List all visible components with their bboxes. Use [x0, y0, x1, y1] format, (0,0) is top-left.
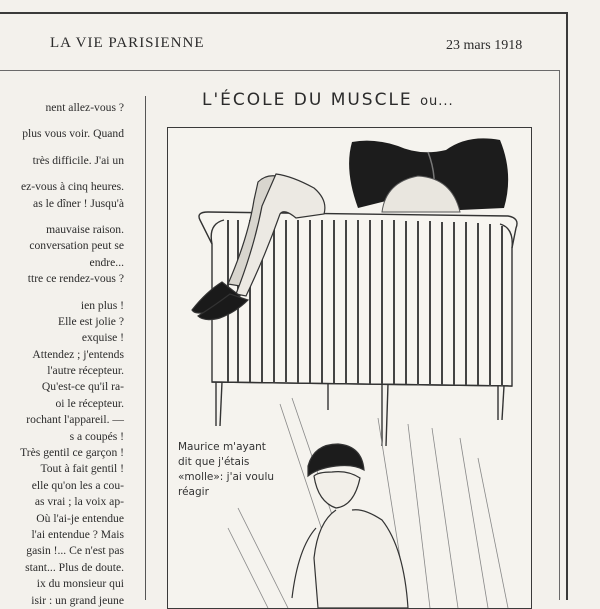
column-text-line: ttre ce rendez-vous ?	[27, 272, 124, 286]
column-text-line: mauvaise raison.	[46, 222, 124, 236]
header-rule	[0, 70, 560, 71]
column-text-line	[0, 288, 124, 298]
column-text-line	[0, 212, 124, 222]
column-text-line: isir : un grand jeune	[31, 593, 124, 607]
inner-right-border	[559, 70, 560, 600]
caption-line: «molle»: j'ai voulu	[178, 471, 275, 483]
column-text-line: stant... Plus de doute.	[25, 560, 124, 574]
masthead: LA VIE PARISIENNE	[50, 35, 205, 51]
column-text-line: exquise !	[81, 331, 124, 345]
column-text-line: endre...	[89, 255, 124, 269]
column-text-line: Très gentil ce garçon !	[20, 446, 124, 460]
column-text-line: plus vous voir. Quand	[22, 127, 124, 141]
column-text-line: as vrai ; la voix ap-	[34, 495, 124, 509]
illustration	[167, 127, 532, 609]
column-text-line: ez-vous à cinq heures.	[20, 180, 124, 194]
caption-line: réagir	[178, 486, 209, 498]
column-text-line: rochant l'appareil. —	[26, 413, 124, 427]
column-text-line: nent allez-vous ?	[45, 101, 124, 114]
column-text-line: gasin !... Ce n'est pas	[26, 544, 124, 558]
illustration-caption	[178, 440, 288, 500]
article-title-suffix: ou...	[420, 94, 454, 109]
issue-date: 23 mars 1918	[446, 38, 523, 53]
article-title	[202, 90, 454, 110]
column-text-line: Attendez ; j'entends	[32, 347, 124, 361]
column-text-line	[0, 143, 124, 153]
column-text-line: l'autre récepteur.	[47, 364, 124, 378]
column-text-line	[0, 169, 124, 179]
column-text-line: ien plus !	[80, 298, 124, 312]
top-border	[0, 12, 566, 14]
column-text-line: l'ai entendue ? Mais	[31, 527, 124, 541]
caption-line: Maurice m'ayant	[178, 441, 266, 453]
column-divider	[145, 96, 146, 600]
woman-figure	[292, 444, 408, 608]
column-text-line: oi le récepteur.	[55, 396, 124, 410]
column-text-line: s a coupés !	[69, 429, 124, 443]
column-text-line: Tout à fait gentil !	[40, 462, 124, 476]
left-column-text	[0, 100, 124, 609]
column-text-line	[0, 116, 124, 126]
column-text-line: très difficile. J'ai un	[32, 153, 124, 167]
column-text-line: Qu'est-ce qu'il ra-	[41, 380, 124, 394]
article-title-main: L'ÉCOLE DU MUSCLE	[202, 90, 413, 110]
illustration-drawing	[168, 128, 531, 608]
column-text-line: conversation peut se	[29, 239, 124, 253]
column-text-line: ix du monsieur qui	[36, 577, 124, 591]
caption-line: dit que j'étais	[178, 456, 250, 468]
right-border	[566, 12, 568, 600]
column-text-line: elle qu'on les a cou-	[31, 478, 124, 492]
column-text-line: Où l'ai-je entendue	[36, 511, 124, 525]
column-text-line: as le dîner ! Jusqu'à	[33, 196, 124, 210]
column-text-line: Elle est jolie ?	[58, 314, 124, 328]
